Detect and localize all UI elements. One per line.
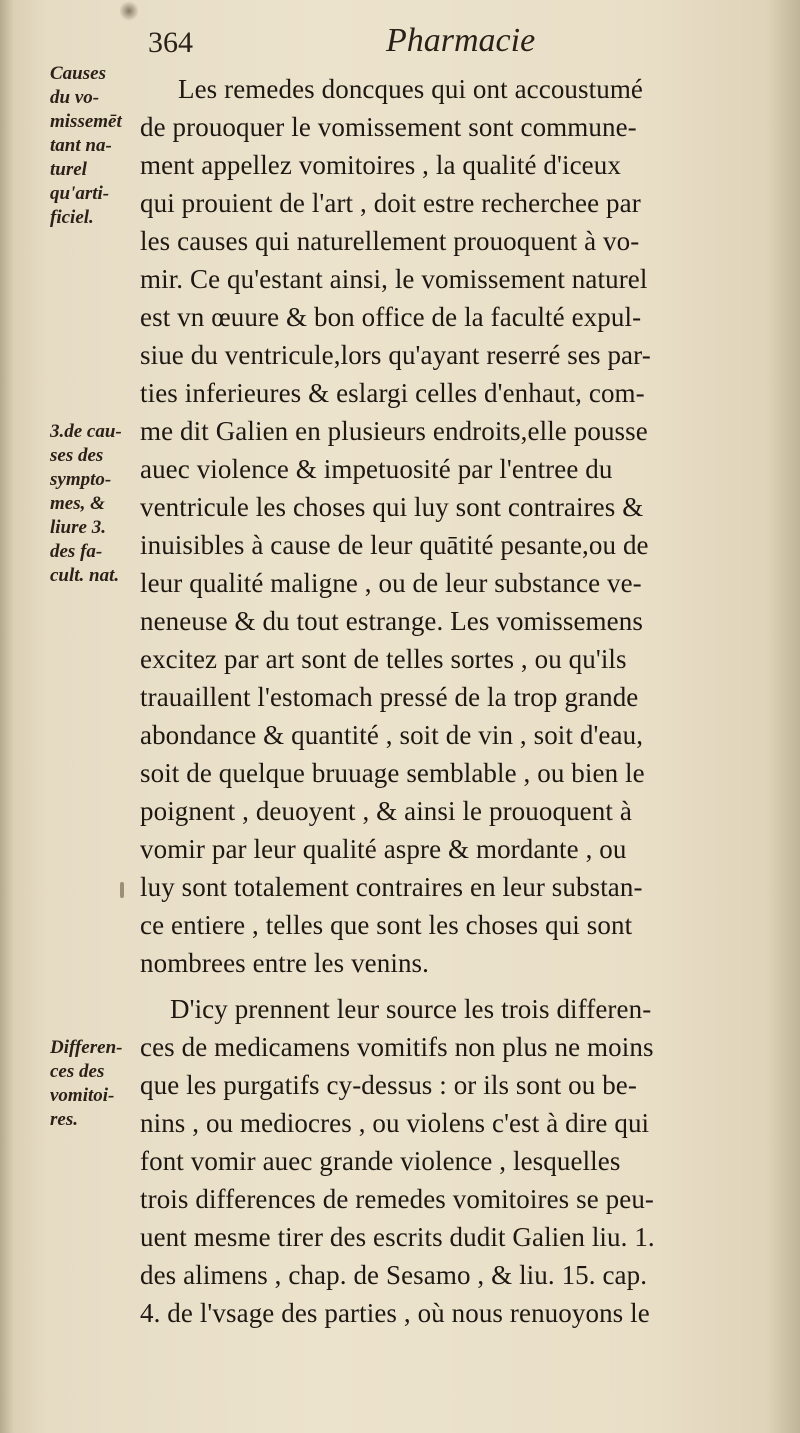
text-line: inuisibles à cause de leur quātité pesante,ou de bbox=[140, 530, 649, 560]
body-paragraph-1 bbox=[140, 70, 768, 982]
text-line: ties inferieures & eslargi celles d'enhaut, com- bbox=[140, 378, 645, 408]
text-line: est vn œuure & bon office de la faculté expul- bbox=[140, 302, 642, 332]
text-line: des alimens , chap. de Sesamo , & liu. 15. cap. bbox=[140, 1260, 648, 1290]
margin-note-line: cult. nat. bbox=[50, 565, 120, 586]
text-line: ces de medicamens vomitifs non plus ne moins bbox=[140, 1032, 654, 1062]
text-line: ce entiere , telles que sont les choses qui sont bbox=[140, 910, 633, 940]
text-line: auec violence & impetuosité par l'entree du bbox=[140, 454, 613, 484]
page-gutter-shadow bbox=[0, 0, 14, 1433]
text-line: ventricule les choses qui luy sont contraires & bbox=[140, 492, 644, 522]
margin-note-line: sympto- bbox=[50, 469, 112, 490]
text-line: poignent , deuoyent , & ainsi le prouoquent à bbox=[140, 796, 632, 826]
margin-note-line: 3.de cau- bbox=[50, 421, 122, 442]
text-line: vomir par leur qualité aspre & mordante , ou bbox=[140, 834, 627, 864]
margin-note-line: des fa- bbox=[50, 541, 103, 562]
text-line: soit de quelque bruuage semblable , ou bien le bbox=[140, 758, 645, 788]
text-line: nombrees entre les venins. bbox=[140, 948, 430, 978]
text-line: trauaillent l'estomach pressé de la trop grande bbox=[140, 682, 639, 712]
text-line: siue du ventricule,lors qu'ayant reserré ses par- bbox=[140, 340, 651, 370]
margin-note-line: mes, & bbox=[50, 493, 105, 514]
margin-note-line: Differen- bbox=[50, 1037, 123, 1058]
text-line: de prouoquer le vomissement sont commune- bbox=[140, 112, 637, 142]
body-paragraph-2 bbox=[140, 990, 768, 1332]
text-line: trois differences de remedes vomitoires se peu- bbox=[140, 1184, 655, 1214]
text-line: les causes qui naturellement prouoquent à vo- bbox=[140, 226, 640, 256]
text-line: leur qualité maligne , ou de leur substance ve- bbox=[140, 568, 642, 598]
margin-note-line: liure 3. bbox=[50, 517, 106, 538]
text-line: que les purgatifs cy-dessus : or ils sont ou be- bbox=[140, 1070, 637, 1100]
margin-note-line: Causes bbox=[50, 63, 106, 84]
text-line: luy sont totalement contraires en leur substan- bbox=[140, 872, 643, 902]
ink-smudge bbox=[120, 0, 138, 22]
margin-note-trois-causes bbox=[50, 420, 142, 588]
text-line: Les remedes doncques qui ont accoustumé bbox=[178, 74, 644, 104]
margin-note-line: vomitoi- bbox=[50, 1085, 115, 1106]
margin-note-line: qu'arti- bbox=[50, 183, 110, 204]
margin-note-line: ficiel. bbox=[50, 207, 94, 228]
margin-note-line: du vo- bbox=[50, 87, 100, 108]
page-number: 364 bbox=[148, 26, 193, 59]
margin-note-line: ses des bbox=[50, 445, 104, 466]
margin-note-line: tant na- bbox=[50, 135, 112, 156]
text-line: ment appellez vomitoires , la qualité d'iceux bbox=[140, 150, 621, 180]
text-line: qui prouient de l'art , doit estre recherchee par bbox=[140, 188, 641, 218]
running-title: Pharmacie bbox=[386, 22, 536, 59]
margin-note-line: missemēt bbox=[50, 111, 122, 132]
margin-note-line: ces des bbox=[50, 1061, 105, 1082]
text-line: D'icy prennent leur source les trois differen- bbox=[170, 994, 652, 1024]
text-line: font vomir auec grande violence , lesquelles bbox=[140, 1146, 621, 1176]
text-line: me dit Galien en plusieurs endroits,elle pousse bbox=[140, 416, 648, 446]
text-line: nins , ou mediocres , ou violens c'est à dire qui bbox=[140, 1108, 650, 1138]
text-line: excitez par art sont de telles sortes , ou qu'ils bbox=[140, 644, 627, 674]
page-edge-shadow bbox=[766, 0, 800, 1433]
text-line: uent mesme tirer des escrits dudit Galien liu. 1. bbox=[140, 1222, 655, 1252]
margin-note-differences bbox=[50, 1036, 142, 1132]
text-line: 4. de l'vsage des parties , où nous renuoyons le bbox=[140, 1298, 650, 1328]
margin-note-line: turel bbox=[50, 159, 87, 180]
text-line: abondance & quantité , soit de vin , soit d'eau, bbox=[140, 720, 644, 750]
margin-note-causes bbox=[50, 62, 142, 230]
text-line: neneuse & du tout estrange. Les vomissemens bbox=[140, 606, 643, 636]
ink-mark bbox=[120, 882, 124, 898]
text-line: mir. Ce qu'estant ainsi, le vomissement naturel bbox=[140, 264, 648, 294]
margin-note-line: res. bbox=[50, 1109, 78, 1130]
